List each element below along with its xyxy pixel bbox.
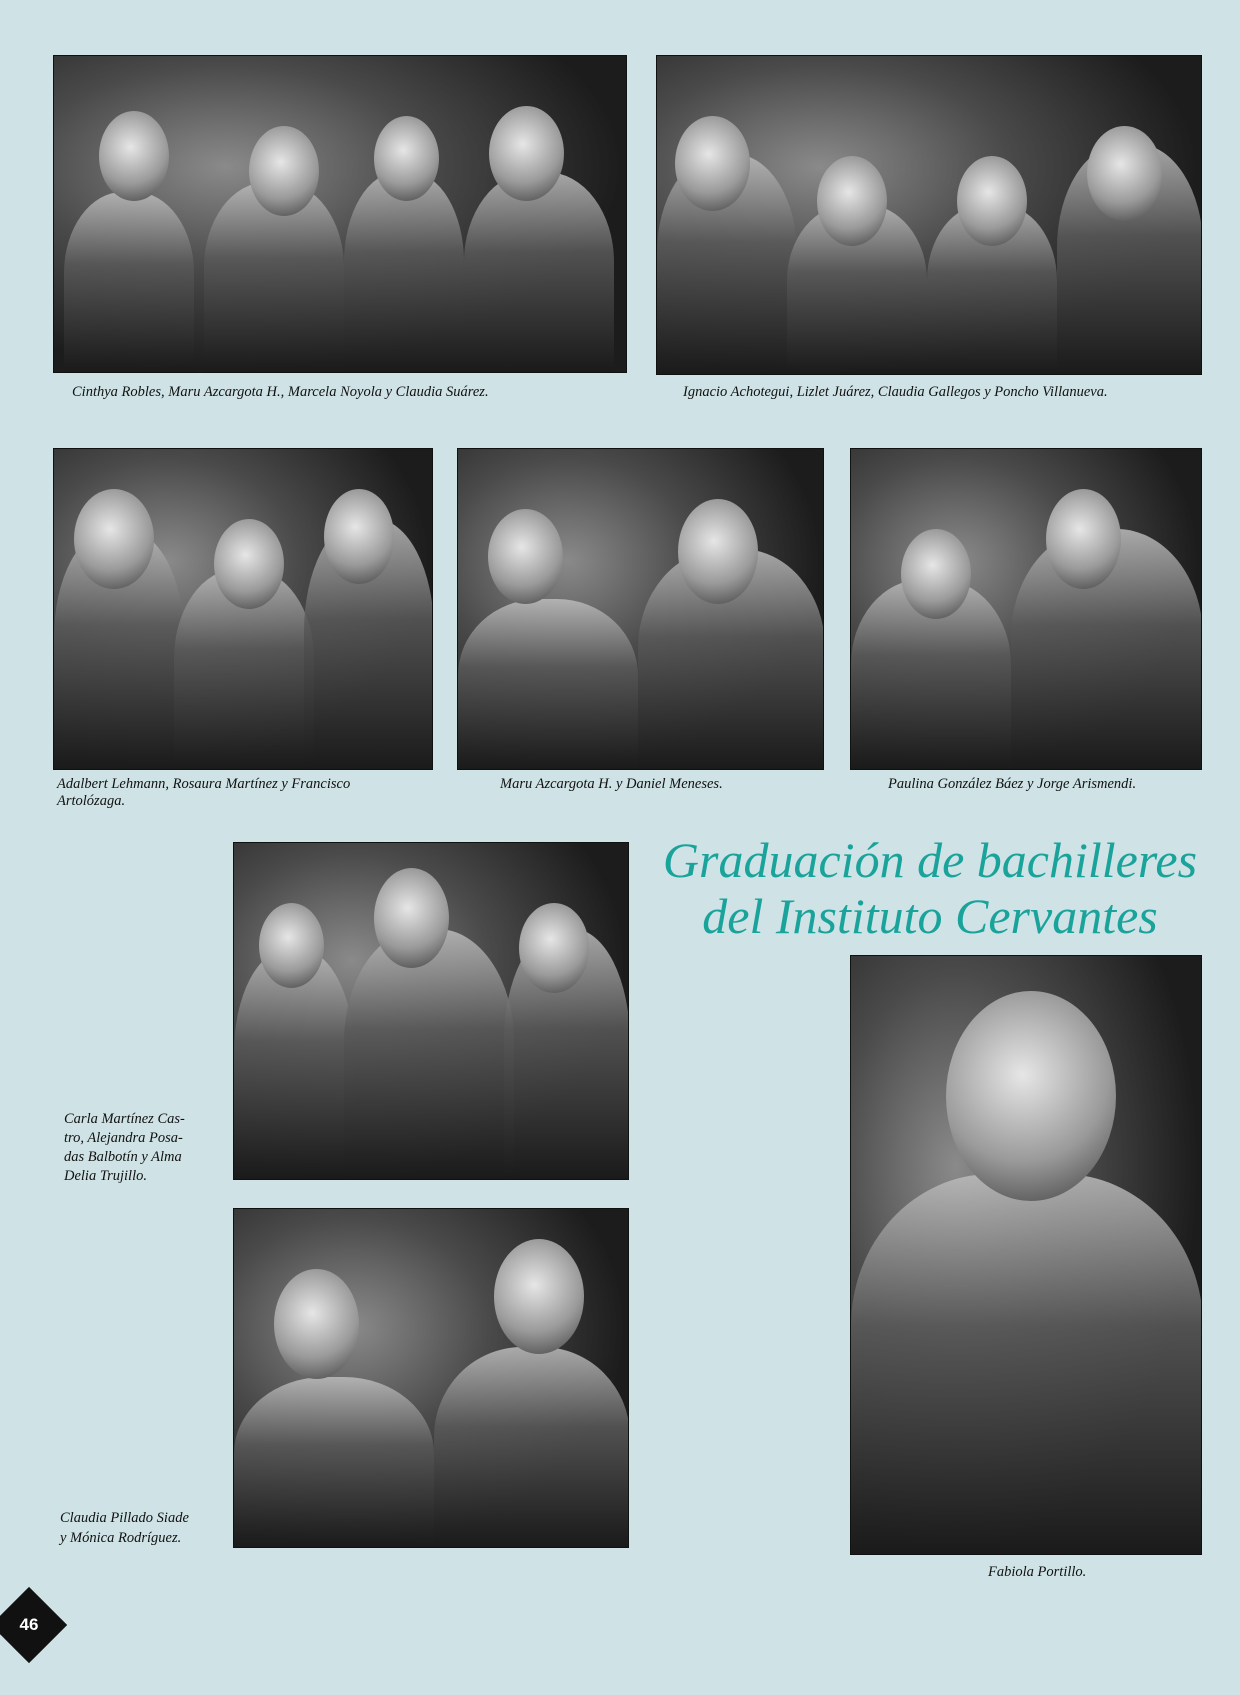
photo-portrait-fabiola bbox=[850, 955, 1202, 1555]
caption-photo-7 bbox=[60, 1508, 189, 1548]
page-title-line-1: Graduación de bachilleres bbox=[662, 832, 1198, 888]
photo-group-three bbox=[53, 448, 433, 770]
caption-photo-7-line-1: Claudia Pillado Siade bbox=[60, 1510, 189, 1526]
page-title bbox=[640, 832, 1220, 944]
page-title-line-2: del Instituto Cervantes bbox=[702, 888, 1158, 944]
photo-group-three-girls bbox=[233, 842, 629, 1180]
caption-photo-8: Fabiola Portillo. bbox=[988, 1564, 1087, 1580]
photo-couple-1 bbox=[457, 448, 824, 770]
photo-group-four-girls bbox=[53, 55, 627, 373]
caption-photo-7-line-2: y Mónica Rodríguez. bbox=[60, 1530, 182, 1546]
caption-photo-4: Maru Azcargota H. y Daniel Meneses. bbox=[500, 776, 723, 792]
caption-photo-2: Ignacio Achotegui, Lizlet Juárez, Claudia Gallegos y Poncho Villanueva. bbox=[683, 384, 1108, 400]
photo-couple-2 bbox=[850, 448, 1202, 770]
page-number-badge bbox=[0, 1587, 67, 1663]
caption-photo-6-line-3: das Balbotín y Alma bbox=[64, 1149, 182, 1165]
caption-photo-1: Cinthya Robles, Maru Azcargota H., Marcela Noyola y Claudia Suárez. bbox=[72, 384, 489, 400]
page-number: 46 bbox=[19, 1615, 39, 1634]
caption-photo-3 bbox=[57, 776, 350, 810]
photo-two-girls bbox=[233, 1208, 629, 1548]
caption-photo-6-line-4: Delia Trujillo. bbox=[64, 1168, 147, 1184]
caption-photo-6-line-1: Carla Martínez Cas- bbox=[64, 1111, 185, 1127]
caption-photo-3-line-1: Adalbert Lehmann, Rosaura Martínez y Francisco bbox=[57, 776, 351, 792]
caption-photo-3-line-2: Artolózaga. bbox=[57, 793, 126, 809]
caption-photo-6 bbox=[64, 1110, 185, 1186]
caption-photo-5: Paulina González Báez y Jorge Arismendi. bbox=[888, 776, 1137, 792]
photo-group-two-couples bbox=[656, 55, 1202, 375]
caption-photo-6-line-2: tro, Alejandra Posa- bbox=[64, 1130, 183, 1146]
